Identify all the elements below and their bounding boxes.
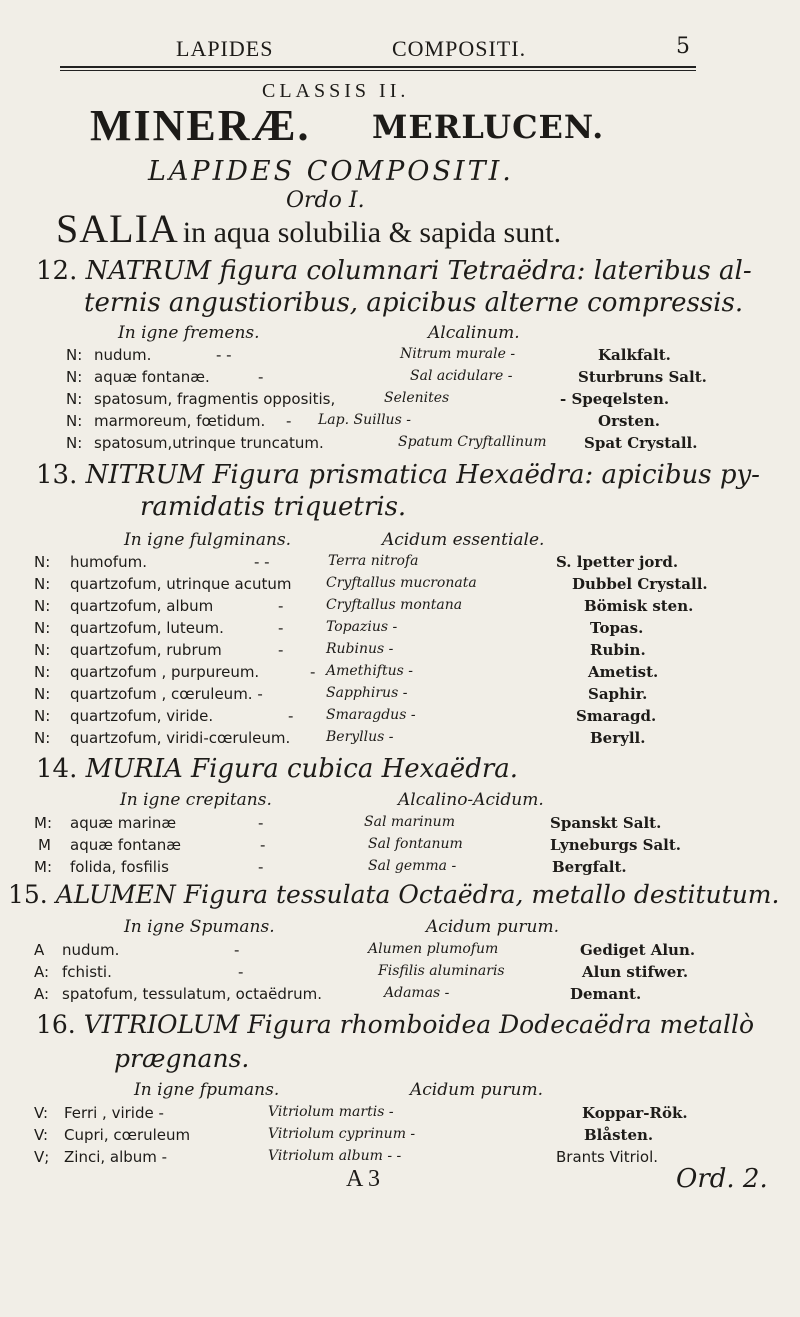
row-mark: N: bbox=[66, 368, 83, 386]
row-latin: folida, fosfilis bbox=[70, 858, 169, 876]
row-german: Spanskt Salt. bbox=[550, 814, 662, 832]
row-mark: A: bbox=[34, 985, 50, 1003]
row-dash: - bbox=[278, 597, 284, 615]
row-latin: marmoreum, fœtidum. bbox=[94, 412, 266, 430]
row-species: Amethiftus - bbox=[326, 663, 413, 679]
table-row bbox=[0, 941, 800, 963]
row-mark: N: bbox=[66, 434, 83, 452]
table-row bbox=[0, 836, 800, 858]
prop-16-number: 16. bbox=[36, 1010, 76, 1039]
prop-16-line-2: prægnans. bbox=[114, 1044, 250, 1073]
row-latin: spatofum, tessulatum, octaëdrum. bbox=[62, 985, 322, 1003]
table-row bbox=[0, 1104, 800, 1126]
head-rule bbox=[60, 66, 696, 68]
row-species: Nitrum murale - bbox=[400, 346, 516, 362]
row-dash: - bbox=[258, 814, 264, 832]
row-german: Spat Crystall. bbox=[584, 434, 698, 452]
row-latin: quartzofum, viride. bbox=[70, 707, 214, 725]
row-species: Sal marinum bbox=[364, 814, 455, 830]
row-species: Vitriolum album - - bbox=[268, 1148, 402, 1164]
row-latin: quartzofum , purpureum. bbox=[70, 663, 260, 681]
row-mark: A: bbox=[34, 963, 50, 981]
prop-16-header-left: In igne fpumans. bbox=[134, 1080, 280, 1100]
row-species: Fisfilis aluminaris bbox=[378, 963, 505, 979]
row-dash: - bbox=[286, 412, 292, 430]
row-mark: M: bbox=[34, 858, 52, 876]
row-german: Smaragd. bbox=[576, 707, 657, 725]
table-row bbox=[0, 985, 800, 1007]
prop-12-title: NATRUM figura columnari Tetraëdra: lateribus al- bbox=[85, 256, 752, 286]
row-german: Blåsten. bbox=[584, 1126, 654, 1144]
prop-14-number: 14. bbox=[36, 754, 78, 784]
table-row bbox=[0, 685, 800, 707]
row-latin: nudum. bbox=[62, 941, 120, 959]
row-mark: N: bbox=[66, 390, 83, 408]
prop-13-title: NITRUM Figura prismatica Hexaëdra: apicibus py- bbox=[85, 460, 760, 490]
lapides-title: LAPIDES COMPOSITI. bbox=[148, 156, 514, 187]
signature-mark: A 3 bbox=[346, 1166, 381, 1192]
table-row bbox=[0, 619, 800, 641]
table-row bbox=[0, 858, 800, 880]
row-latin: aquæ marinæ bbox=[70, 814, 177, 832]
row-species: Spatum Cryftallinum bbox=[398, 434, 547, 450]
row-german: Sturbruns Salt. bbox=[578, 368, 707, 386]
salia-lead: SALIA bbox=[56, 206, 179, 251]
row-latin: quartzofum, album bbox=[70, 597, 214, 615]
row-german: Demant. bbox=[570, 985, 642, 1003]
row-species: Terra nitrofa bbox=[328, 553, 419, 569]
ordo-title: Ordo I. bbox=[286, 188, 365, 213]
row-latin: aquæ fontanæ bbox=[70, 836, 181, 854]
row-latin: aquæ fontanæ. bbox=[94, 368, 210, 386]
table-row bbox=[0, 390, 800, 412]
row-mark: N: bbox=[66, 412, 83, 430]
row-species: Vitriolum cyprinum - bbox=[268, 1126, 416, 1142]
prop-14-header-right: Alcalino-Acidum. bbox=[398, 790, 544, 810]
row-latin: quartzofum, viridi-cœruleum. bbox=[70, 729, 291, 747]
row-dash: - bbox=[310, 663, 316, 681]
prop-14-line-1 bbox=[36, 754, 518, 784]
head-rule-thin bbox=[60, 70, 696, 71]
row-german: Lyneburgs Salt. bbox=[550, 836, 682, 854]
row-mark: N: bbox=[34, 575, 51, 593]
row-dash: - bbox=[238, 963, 244, 981]
row-species: Rubinus - bbox=[326, 641, 394, 657]
row-mark: N: bbox=[66, 346, 83, 364]
row-mark: N: bbox=[34, 685, 51, 703]
prop-15-number: 15. bbox=[8, 880, 48, 909]
row-mark: N: bbox=[34, 707, 51, 725]
table-row bbox=[0, 663, 800, 685]
table-row bbox=[0, 963, 800, 985]
row-dash: - - bbox=[254, 553, 270, 571]
prop-13-line-2: ramidatis triquetris. bbox=[140, 492, 407, 522]
prop-15-title: ALUMEN Figura tessulata Octaëdra, metallo destitutum. bbox=[55, 880, 780, 909]
row-german: Ametist. bbox=[588, 663, 659, 681]
row-latin: spatosum, fragmentis oppositis, bbox=[94, 390, 336, 408]
folio-number: 5 bbox=[676, 34, 690, 59]
row-species: Sapphirus - bbox=[326, 685, 408, 701]
row-latin: fchisti. bbox=[62, 963, 112, 981]
row-latin: quartzofum , cœruleum. - bbox=[70, 685, 263, 703]
table-row bbox=[0, 575, 800, 597]
row-latin: humofum. bbox=[70, 553, 147, 571]
prop-13-line-1 bbox=[36, 460, 760, 490]
table-row bbox=[0, 368, 800, 390]
prop-12-header-left: In igne fremens. bbox=[118, 323, 260, 343]
row-latin: nudum. bbox=[94, 346, 152, 364]
row-mark: A bbox=[34, 941, 45, 959]
row-german: Saphir. bbox=[588, 685, 648, 703]
row-species: Adamas - bbox=[384, 985, 450, 1001]
table-row bbox=[0, 434, 800, 456]
row-german: Orsten. bbox=[598, 412, 661, 430]
row-species: Sal gemma - bbox=[368, 858, 457, 874]
running-head-center: COMPOSITI. bbox=[392, 36, 527, 61]
row-species: Sal fontanum bbox=[368, 836, 463, 852]
row-german: Dubbel Crystall. bbox=[572, 575, 708, 593]
row-dash: - bbox=[234, 941, 240, 959]
prop-12-number: 12. bbox=[36, 256, 78, 286]
prop-16-header-right: Acidum purum. bbox=[410, 1080, 544, 1100]
row-species: Cryftallus mucronata bbox=[326, 575, 477, 591]
row-german: Rubin. bbox=[590, 641, 646, 659]
prop-13-header-left: In igne fulgminans. bbox=[124, 530, 292, 550]
row-species: Cryftallus montana bbox=[326, 597, 463, 613]
row-german: S. lpetter jord. bbox=[556, 553, 679, 571]
row-mark: M: bbox=[34, 814, 52, 832]
prop-15-header-right: Acidum purum. bbox=[426, 917, 560, 937]
prop-14-title: MURIA Figura cubica Hexaëdra. bbox=[85, 754, 519, 784]
row-mark: N: bbox=[34, 553, 51, 571]
row-latin: Cupri, cœruleum bbox=[64, 1126, 191, 1144]
row-species: Alumen plumofum bbox=[368, 941, 499, 957]
row-german: - Speqelsten. bbox=[560, 390, 670, 408]
table-row bbox=[0, 641, 800, 663]
row-latin: quartzofum, rubrum bbox=[70, 641, 222, 659]
row-dash: - bbox=[260, 836, 266, 854]
row-german: Bergfalt. bbox=[552, 858, 627, 876]
row-species: Beryllus - bbox=[326, 729, 394, 745]
row-dash: - bbox=[278, 619, 284, 637]
prop-12-line-2: ternis angustioribus, apicibus alterne compressis. bbox=[84, 288, 744, 318]
row-dash: - - bbox=[216, 346, 232, 364]
row-dash: - bbox=[288, 707, 294, 725]
row-german: Koppar-Rök. bbox=[582, 1104, 688, 1122]
row-mark: V: bbox=[34, 1126, 49, 1144]
row-german: Topas. bbox=[590, 619, 644, 637]
prop-15-header-left: In igne Spumans. bbox=[124, 917, 275, 937]
row-mark: V: bbox=[34, 1104, 49, 1122]
row-latin: Ferri , viride - bbox=[64, 1104, 164, 1122]
table-row bbox=[0, 729, 800, 751]
classis-title: CLASSIS II. bbox=[262, 80, 410, 102]
row-german: Bömisk sten. bbox=[584, 597, 694, 615]
row-latin: spatosum,utrinque truncatum. bbox=[94, 434, 324, 452]
row-mark: N: bbox=[34, 663, 51, 681]
table-row bbox=[0, 553, 800, 575]
row-german: Beryll. bbox=[590, 729, 646, 747]
table-row bbox=[0, 1126, 800, 1148]
row-mark: V; bbox=[34, 1148, 50, 1166]
prop-12-header-right: Alcalinum. bbox=[428, 323, 520, 343]
row-species: Topazius - bbox=[326, 619, 398, 635]
row-species: Smaragdus - bbox=[326, 707, 416, 723]
row-species: Selenites bbox=[384, 390, 450, 406]
prop-14-header-left: In igne crepitans. bbox=[120, 790, 272, 810]
prop-13-header-right: Acidum essentiale. bbox=[382, 530, 545, 550]
row-german: Kalkfalt. bbox=[598, 346, 671, 364]
prop-12-line-1 bbox=[36, 256, 752, 286]
row-german: Brants Vitriol. bbox=[556, 1148, 659, 1166]
row-species: Sal acidulare - bbox=[410, 368, 513, 384]
row-dash: - bbox=[258, 368, 264, 386]
table-row bbox=[0, 597, 800, 619]
running-head-left: LAPIDES bbox=[176, 36, 274, 61]
row-species: Vitriolum martis - bbox=[268, 1104, 394, 1120]
row-mark: N: bbox=[34, 619, 51, 637]
row-mark: N: bbox=[34, 597, 51, 615]
prop-13-number: 13. bbox=[36, 460, 78, 490]
row-dash: - bbox=[258, 858, 264, 876]
row-mark: N: bbox=[34, 641, 51, 659]
prop-16-line-1 bbox=[36, 1010, 754, 1039]
row-latin: Zinci, album - bbox=[64, 1148, 168, 1166]
catchword: Ord. 2. bbox=[676, 1164, 768, 1194]
row-latin: quartzofum, utrinque acutum bbox=[70, 575, 292, 593]
row-mark: N: bbox=[34, 729, 51, 747]
table-row bbox=[0, 346, 800, 368]
table-row bbox=[0, 707, 800, 729]
minerae-title: MINERÆ. bbox=[90, 101, 311, 150]
salia-heading bbox=[56, 205, 561, 252]
row-german: Alun stifwer. bbox=[582, 963, 689, 981]
row-species: Lap. Suillus - bbox=[318, 412, 411, 428]
table-row bbox=[0, 814, 800, 836]
row-dash: - bbox=[278, 641, 284, 659]
row-mark: M bbox=[38, 836, 51, 854]
row-latin: quartzofum, luteum. bbox=[70, 619, 224, 637]
salia-rest: in aqua solubilia & sapida sunt. bbox=[182, 216, 562, 249]
row-german: Gediget Alun. bbox=[580, 941, 696, 959]
table-row bbox=[0, 412, 800, 434]
prop-16-title: VITRIOLUM Figura rhomboidea Dodecaëdra metallò bbox=[83, 1010, 755, 1039]
minerae-german: MERLUCEN. bbox=[372, 108, 605, 146]
prop-15-line-1 bbox=[8, 880, 779, 909]
